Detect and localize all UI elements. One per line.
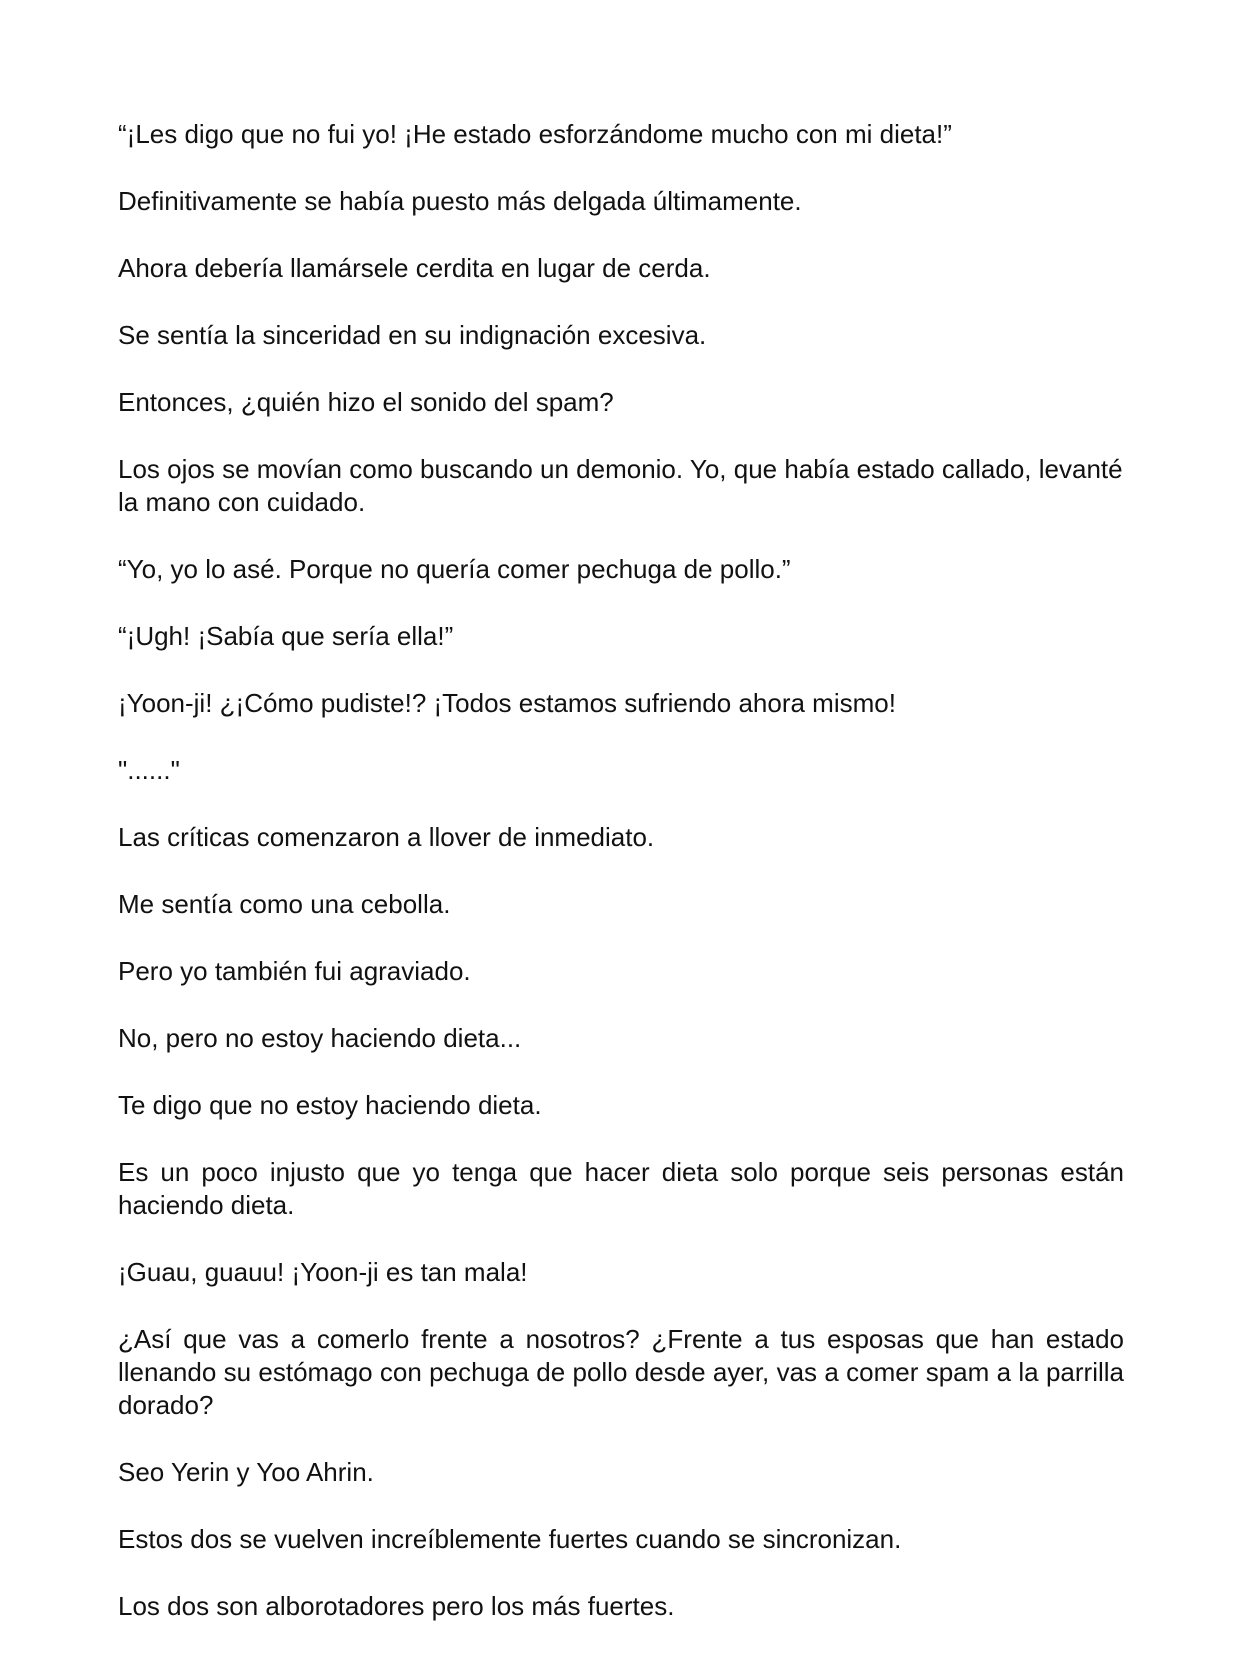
paragraph: Es un poco injusto que yo tenga que hacer dieta solo porque seis personas están haciendo dieta. xyxy=(118,1157,1124,1220)
paragraph: No, pero no estoy haciendo dieta... xyxy=(118,1023,522,1053)
paragraph: ¿Así que vas a comerlo frente a nosotros? ¿Frente a tus esposas que han estado llenando su estómago con pechuga de pollo desde ayer, vas a comer spam a la parrilla dorado? xyxy=(118,1324,1124,1420)
paragraph: Estos dos se vuelven increíblemente fuertes cuando se sincronizan. xyxy=(118,1524,902,1554)
paragraph: ¡Guau, guauu! ¡Yoon-ji es tan mala! xyxy=(118,1257,528,1287)
paragraph: Se sentía la sinceridad en su indignación excesiva. xyxy=(118,320,707,350)
paragraph: Seo Yerin y Yoo Ahrin. xyxy=(118,1457,374,1487)
paragraph: Definitivamente se había puesto más delgada últimamente. xyxy=(118,186,802,216)
paragraph: Te digo que no estoy haciendo dieta. xyxy=(118,1090,542,1120)
paragraph: Las críticas comenzaron a llover de inmediato. xyxy=(118,822,655,852)
paragraph: Pero yo también fui agraviado. xyxy=(118,956,471,986)
paragraph: Los dos son alborotadores pero los más fuertes. xyxy=(118,1591,675,1621)
paragraph: Los ojos se movían como buscando un demonio. Yo, que había estado callado, levanté la mano con cuidado. xyxy=(118,454,1123,517)
paragraph: ¡Yoon-ji! ¿¡Cómo pudiste!? ¡Todos estamos sufriendo ahora mismo! xyxy=(118,688,896,718)
paragraph: “¡Ugh! ¡Sabía que sería ella!” xyxy=(118,621,454,651)
paragraph: “Yo, yo lo asé. Porque no quería comer pechuga de pollo.” xyxy=(118,554,791,584)
paragraph: Me sentía como una cebolla. xyxy=(118,889,451,919)
paragraph: Ahora debería llamársele cerdita en lugar de cerda. xyxy=(118,253,711,283)
document-page xyxy=(118,118,1124,1657)
paragraph: "......" xyxy=(118,755,180,785)
paragraph: “¡Les digo que no fui yo! ¡He estado esforzándome mucho con mi dieta!” xyxy=(118,119,952,149)
paragraph: Entonces, ¿quién hizo el sonido del spam? xyxy=(118,387,614,417)
